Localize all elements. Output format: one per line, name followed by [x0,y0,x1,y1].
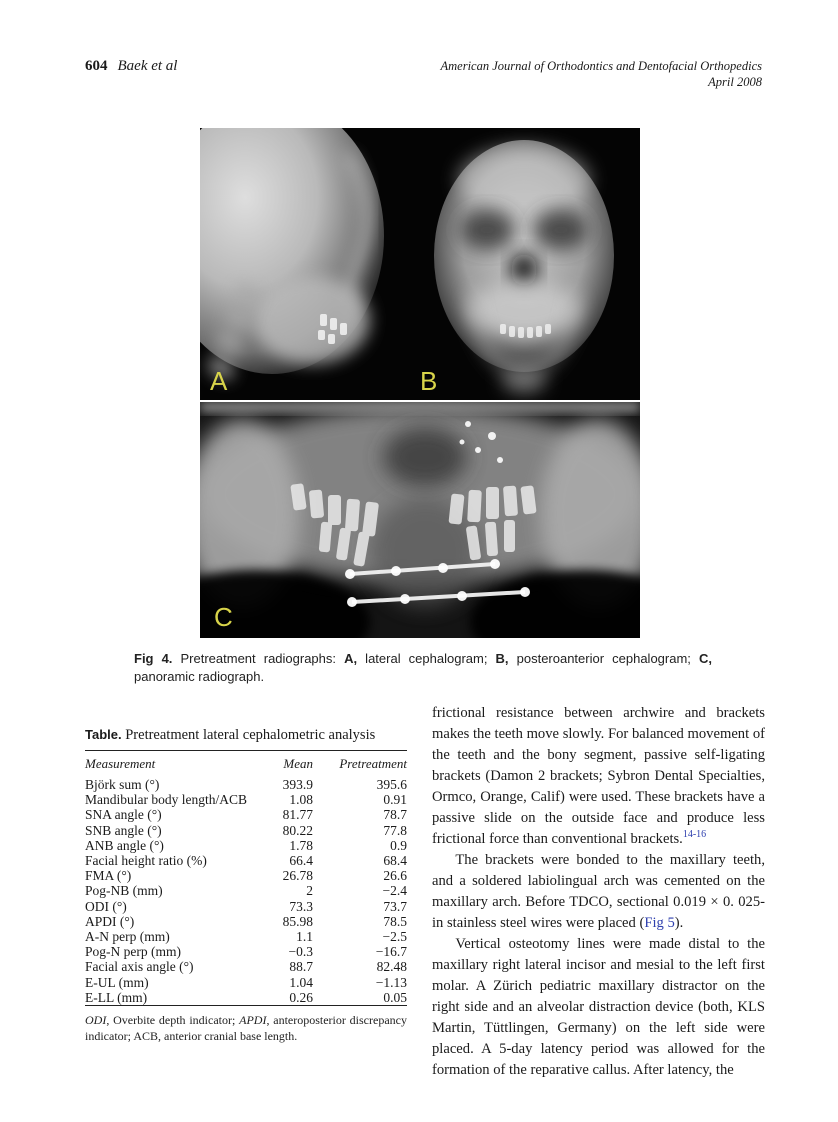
paragraph-2 [432,850,765,934]
body-text-column [432,703,765,1081]
measurement-cell: Facial axis angle (°) [85,959,194,975]
mean-cell: −0.3 [288,944,313,960]
figure-top-row [200,128,640,400]
paragraph-2-text-end: ). [674,915,684,931]
pretreatment-cell: −2.5 [382,929,407,945]
measurement-cell: Björk sum (°) [85,777,160,792]
pretreatment-cell: 78.5 [383,913,407,929]
pretreatment-cell: 26.6 [383,868,407,884]
measurement-cell: E-UL (mm) [85,974,149,990]
measurement-cell: Mandibular body length/ACB [85,792,247,808]
footnote-apdi: APDI [239,1013,267,1028]
mean-cell: 66.4 [289,853,313,869]
xray-pa-ceph-art [408,128,640,400]
pretreatment-cell: 68.4 [383,853,407,869]
pretreatment-cell: 395.6 [376,777,407,792]
figure-label-c: C [214,602,233,632]
mean-cell: 80.22 [282,822,313,838]
running-head-left [85,58,177,75]
table-row [85,838,407,853]
measurement-cell: SNB angle (°) [85,822,162,838]
col-header-pretreatment: Pretreatment [339,756,407,771]
mean-cell: 73.3 [289,898,313,914]
page-number: 604 [85,58,108,74]
table-title-text: Pretreatment lateral cephalometric analysis [121,727,376,743]
paragraph-2-text: The brackets were bonded to the maxillary teeth, and a soldered labiolingual arch was cemented on the maxillary arch. Before TDCO, sectional 0.019 × 0. 025-in stainless steel wires were placed ( [432,852,765,931]
pretreatment-cell: 73.7 [383,898,407,914]
table-column [85,726,407,1044]
running-head [85,58,762,90]
figure-label-b: B [420,366,438,396]
mean-cell: 85.98 [282,913,313,929]
mean-cell: 2 [306,883,313,899]
caption-text: Pretreatment radiographs: [172,651,345,666]
mean-cell: 0.26 [289,989,313,1005]
pretreatment-cell: 82.48 [376,959,407,975]
table-row [85,929,407,944]
table-row [85,823,407,838]
pretreatment-cell: −1.13 [375,974,407,990]
panoramic-radiograph-image [200,402,640,638]
col-header-mean: Mean [283,756,313,771]
mean-cell: 1.08 [289,792,313,808]
caption-text: posteroanterior cephalogram; [508,651,699,666]
xray-lateral-ceph-art [200,128,408,400]
table-label: Table. [85,727,122,742]
figure-caption [134,650,712,685]
measurement-cell: FMA (°) [85,868,132,884]
measurement-cell: Pog-N perp (mm) [85,944,181,960]
pretreatment-cell: −2.4 [382,883,407,899]
figure-label-a: A [210,366,228,396]
mean-cell: 81.77 [282,807,313,823]
posteroanterior-cephalogram-image [408,128,640,400]
caption-text: panoramic radiograph. [134,668,265,684]
pretreatment-cell: −16.7 [375,944,407,960]
table-row [85,914,407,929]
table-row [85,853,407,868]
table-rule-bottom [85,1005,407,1006]
caption-label-c: C, [699,651,712,666]
paragraph-1 [432,703,765,850]
measurement-cell: E-LL (mm) [85,989,148,1005]
paragraph-3: Vertical osteotomy lines were made distal to the maxillary right lateral incisor and mesial to the left first molar. A Zürich pediatric maxillary distractor on the right side and an alveolar distraction device (both, KLS Martin, Tüttlingen, Germany) on the left side were placed. A 5-day latency period was allowed for the formation of the reparative callus. After latency, the [432,936,765,1078]
pretreatment-cell: 0.05 [383,989,407,1005]
pretreatment-cell: 0.9 [390,837,407,853]
ceph-table-body [85,777,407,1005]
table-header-row [85,751,407,777]
measurement-cell: ODI (°) [85,898,127,914]
measurement-cell: SNA angle (°) [85,807,162,823]
paragraph-1-text: frictional resistance between archwire and brackets makes the teeth move slowly. For balanced movement of the teeth and the bony segment, passive self-ligating brackets (Damon 2 brackets; Sybron Dental Specialties, Ormco, Orange, Calif) were used. These brackets have a passive slide on the outside face and produce less frictional force than conventional brackets. [432,705,765,847]
caption-label-a: A, [344,651,358,666]
table-row [85,807,407,822]
figure-5-link[interactable]: Fig 5 [644,915,675,931]
table-row [85,868,407,883]
footnote-text: , Overbite depth indicator; [106,1013,240,1028]
running-head-right [441,58,763,90]
mean-cell: 1.1 [296,929,313,945]
table-title [85,726,407,750]
pretreatment-cell: 0.91 [383,792,407,808]
table-row [85,959,407,974]
pretreatment-cell: 78.7 [383,807,407,823]
footnote-text: , anteroposterior discrepancy indicator; ACB, anterior cranial base length. [85,1013,407,1043]
table-row [85,899,407,914]
reference-link-14-16[interactable]: 14-16 [682,829,707,841]
measurement-cell: Pog-NB (mm) [85,883,163,899]
table-row [85,777,407,792]
col-header-measurement: Measurement [85,756,156,771]
footnote-odi: ODI [85,1013,107,1028]
table-row [85,975,407,990]
pretreatment-cell: 77.8 [383,822,407,838]
lateral-cephalogram-image [200,128,408,400]
table-row [85,990,407,1005]
measurement-cell: A-N perp (mm) [85,929,170,945]
cephalometric-table [85,751,407,1005]
mean-cell: 26.78 [282,868,313,884]
table-footnote [85,1013,407,1044]
table-row [85,944,407,959]
journal-issue: April 2008 [708,75,762,89]
caption-fig-number: Fig 4. [134,651,173,666]
table-row [85,883,407,898]
authors: Baek et al [117,58,178,74]
measurement-cell: ANB angle (°) [85,837,164,853]
table-row [85,792,407,807]
measurement-cell: APDI (°) [85,913,135,929]
mean-cell: 393.9 [282,777,313,792]
xray-panoramic-art [200,402,640,638]
measurement-cell: Facial height ratio (%) [85,853,207,869]
caption-text: lateral cephalogram; [357,651,496,666]
mean-cell: 1.78 [289,837,313,853]
figure-4 [200,128,640,638]
mean-cell: 88.7 [289,959,313,975]
journal-name: American Journal of Orthodontics and Dentofacial Orthopedics [440,59,762,73]
mean-cell: 1.04 [289,974,313,990]
caption-label-b: B, [495,651,509,666]
